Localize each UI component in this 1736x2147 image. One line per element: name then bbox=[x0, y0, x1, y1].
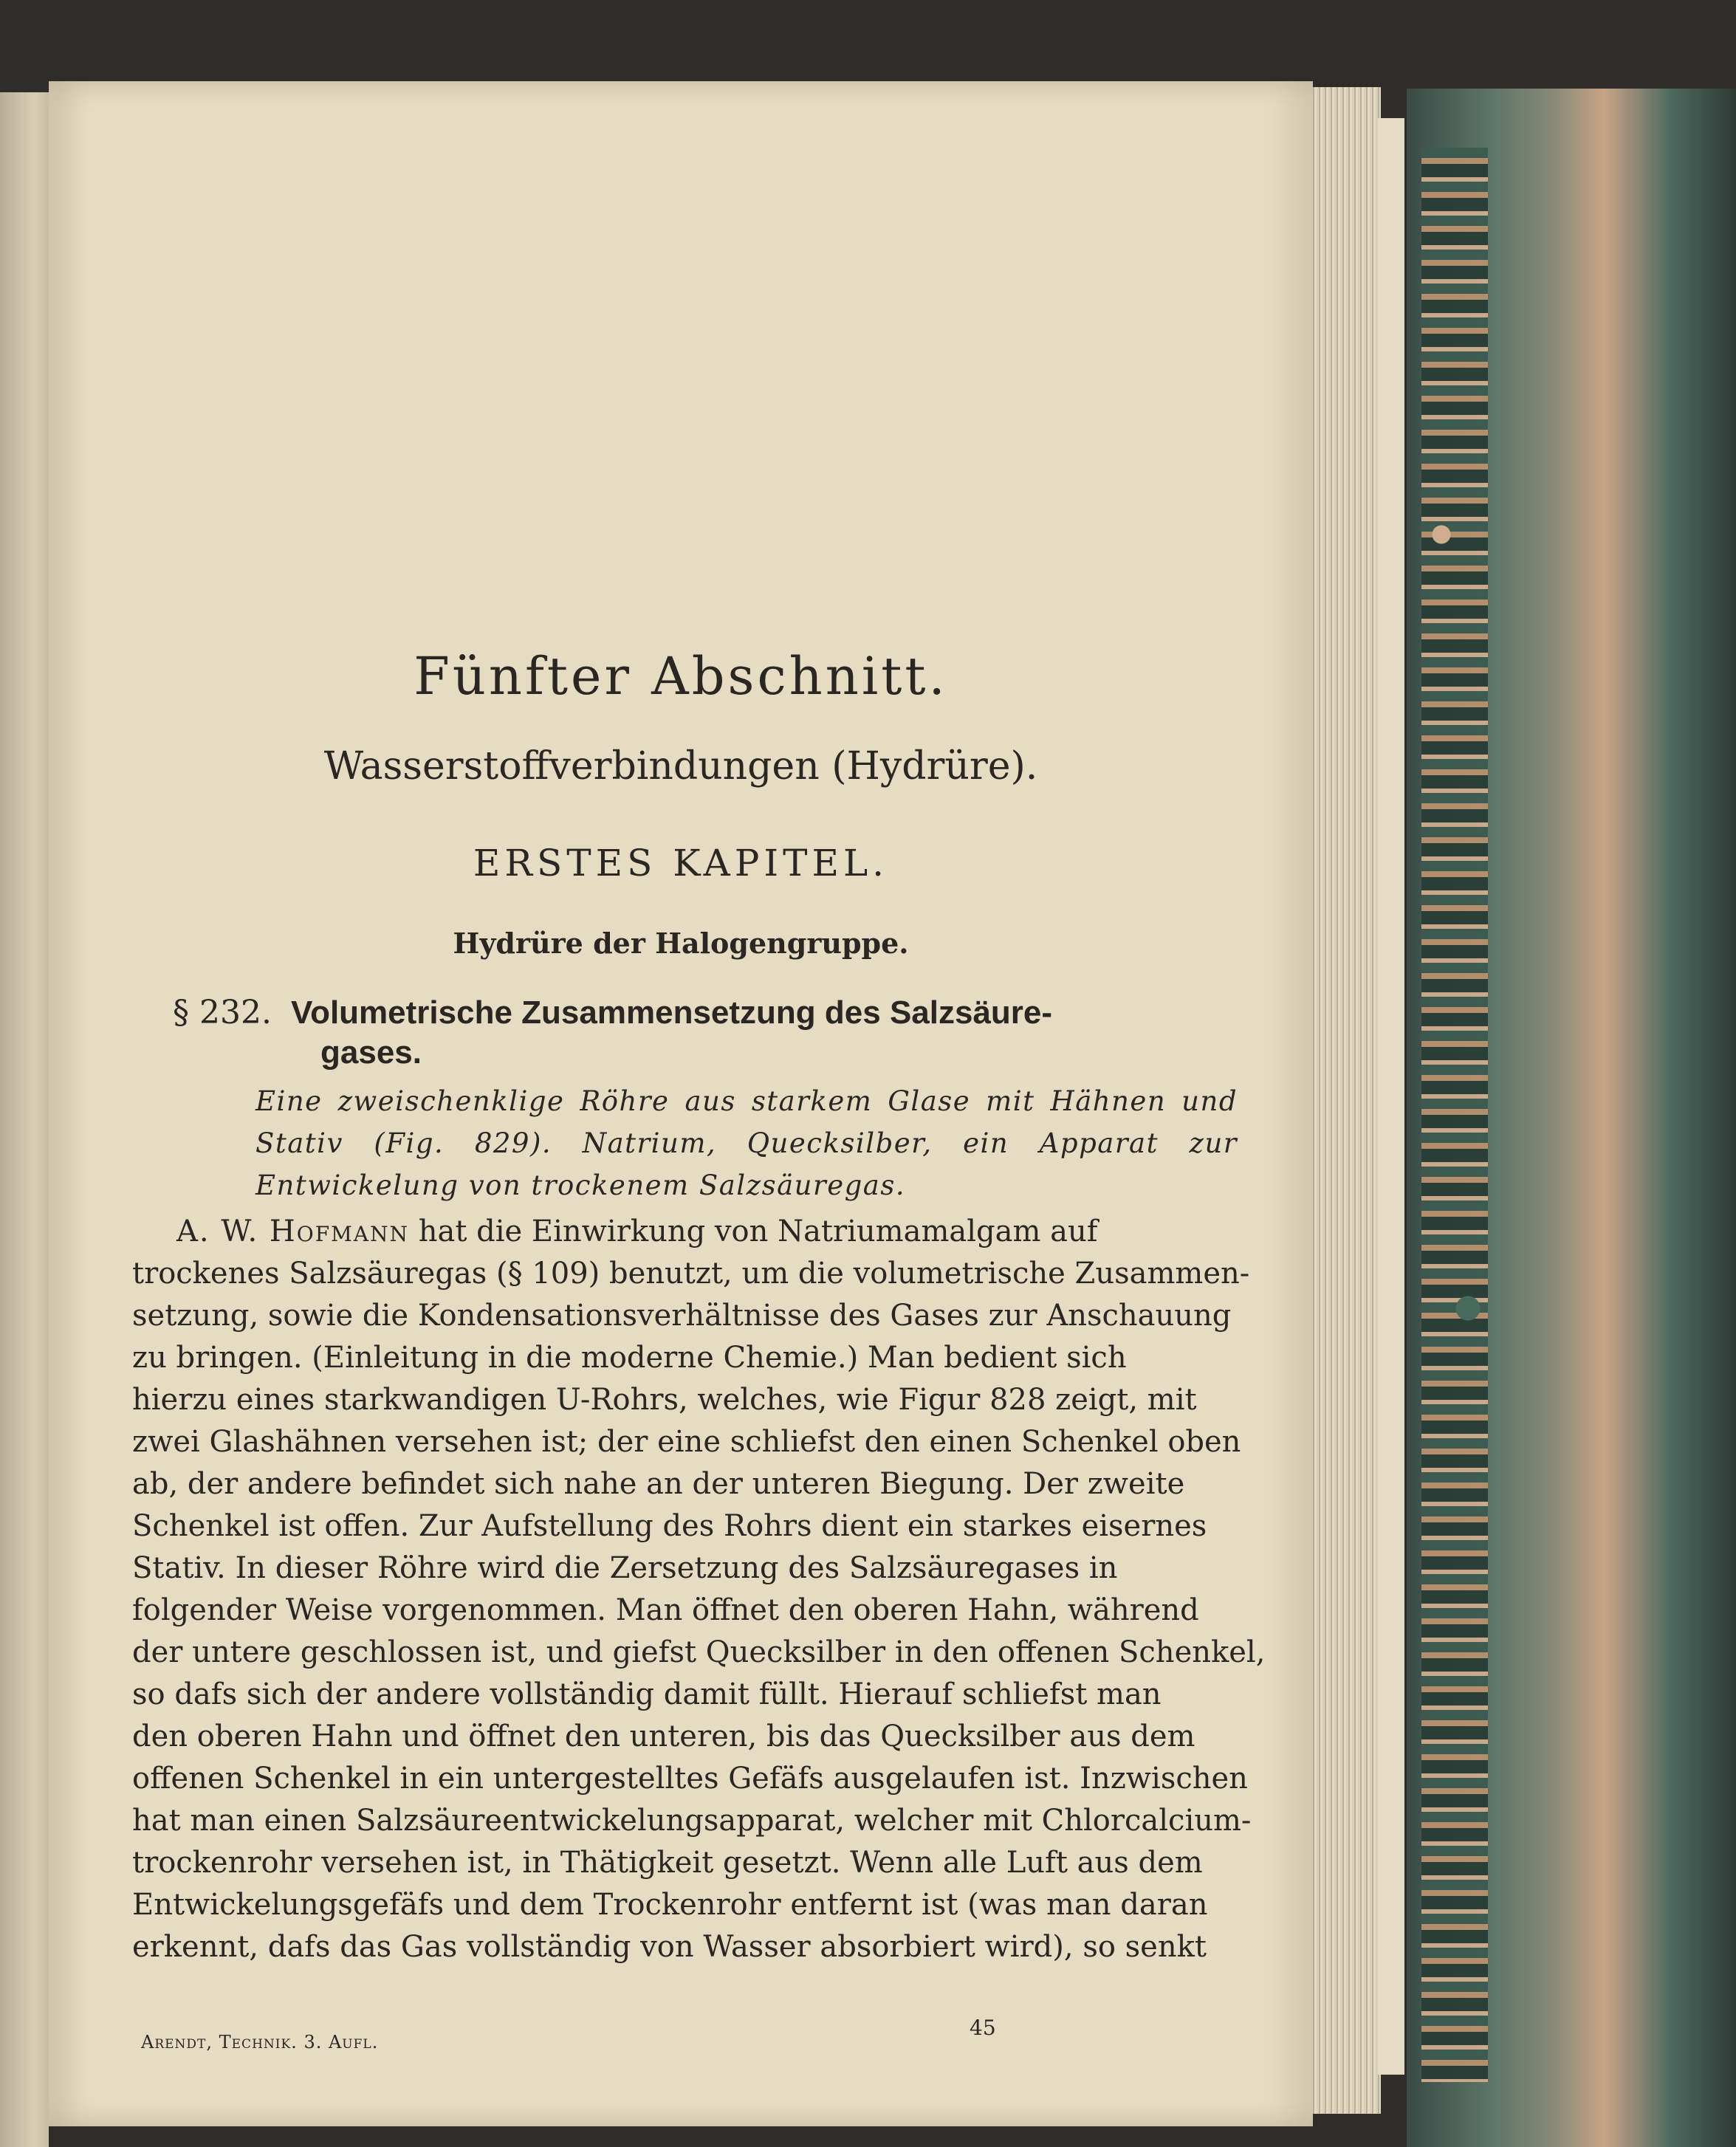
body-line: folgender Weise vorgenommen. Man öffnet den oberen Hahn, während bbox=[132, 1593, 1199, 1627]
page-edges bbox=[1311, 87, 1381, 2114]
body-line: Schenkel ist offen. Zur Aufstellung des Rohrs dient ein starkes eisernes bbox=[132, 1509, 1207, 1543]
body-line: erkennt, dafs das Gas vollständig von Wasser absorbiert wird), so senkt bbox=[132, 1930, 1207, 1964]
body-line: setzung, sowie die Kondensationsverhältnisse des Gases zur Anschauung bbox=[132, 1299, 1232, 1333]
inner-board bbox=[1378, 118, 1404, 2075]
body-line: trockenrohr versehen ist, in Thätigkeit gesetzt. Wenn alle Luft aus dem bbox=[132, 1846, 1203, 1880]
section-subtitle: Wasserstoffverbindungen (Hydrüre). bbox=[323, 744, 1038, 789]
facing-page-edge bbox=[0, 92, 49, 2147]
body-line: der untere geschlossen ist, und giefst Quecksilber in den offenen Schenkel, bbox=[132, 1635, 1266, 1669]
body-line: so dafs sich der andere vollständig damit füllt. Hierauf schliefst man bbox=[132, 1677, 1162, 1711]
group-title: Hydrüre der Halogengruppe. bbox=[453, 927, 909, 960]
body-line: zwei Glashähnen versehen ist; der eine schliefst den einen Schenkel oben bbox=[132, 1425, 1241, 1459]
body-line: Entwickelungsgefäfs und dem Trockenrohr entfernt ist (was man daran bbox=[132, 1888, 1208, 1922]
materials-list: Eine zweischenklige Röhre aus starkem Glase mit Hähnen und Stativ (Fig. 829). Natrium, Quecksilber, ein Apparat zur Entwickelung von trockenem Salzsäuregas. bbox=[255, 1085, 1238, 1201]
body-line: Stativ. In dieser Röhre wird die Zersetzung des Salzsäuregases in bbox=[132, 1551, 1118, 1585]
body-line: hierzu eines starkwandigen U-Rohrs, welches, wie Figur 828 zeigt, mit bbox=[132, 1383, 1197, 1417]
paragraph-title-line1: Volumetrische Zusammensetzung des Salzsäure- bbox=[291, 995, 1053, 1031]
chapter-label: ERSTES KAPITEL. bbox=[473, 842, 889, 884]
book-page bbox=[49, 81, 1313, 2126]
sheet-signature: 45 bbox=[970, 2016, 996, 2040]
body-line: den oberen Hahn und öffnet den unteren, bis das Quecksilber aus dem bbox=[132, 1720, 1195, 1753]
body-text bbox=[132, 1211, 1266, 1968]
paragraph-number: § 232. bbox=[173, 994, 272, 1031]
section-title: Fünfter Abschnitt. bbox=[414, 646, 948, 707]
paragraph-heading bbox=[173, 993, 1243, 1073]
paragraph-title-line2: gases. bbox=[320, 1034, 422, 1071]
footer-source: Arendt, Technik. 3. Aufl. bbox=[141, 2032, 379, 2052]
author-name: A. W. Hofmann bbox=[176, 1215, 410, 1248]
body-line: A. W. Hofmann hat die Einwirkung von Natriumamalgam auf bbox=[176, 1215, 1098, 1248]
body-line: zu bringen. (Einleitung in die moderne Chemie.) Man bedient sich bbox=[132, 1341, 1127, 1375]
body-line: ab, der andere befindet sich nahe an der unteren Biegung. Der zweite bbox=[132, 1467, 1185, 1501]
marbled-edge bbox=[1421, 148, 1488, 2082]
book-cover-right bbox=[1407, 89, 1736, 2147]
body-line: hat man einen Salzsäureentwickelungsapparat, welcher mit Chlorcalcium- bbox=[132, 1804, 1252, 1838]
body-line: offenen Schenkel in ein untergestelltes Gefäfs ausgelaufen ist. Inzwischen bbox=[132, 1762, 1248, 1796]
body-line: trockenes Salzsäuregas (§ 109) benutzt, um die volumetrische Zusammen- bbox=[132, 1257, 1250, 1291]
bleed-through-text bbox=[130, 210, 1208, 425]
